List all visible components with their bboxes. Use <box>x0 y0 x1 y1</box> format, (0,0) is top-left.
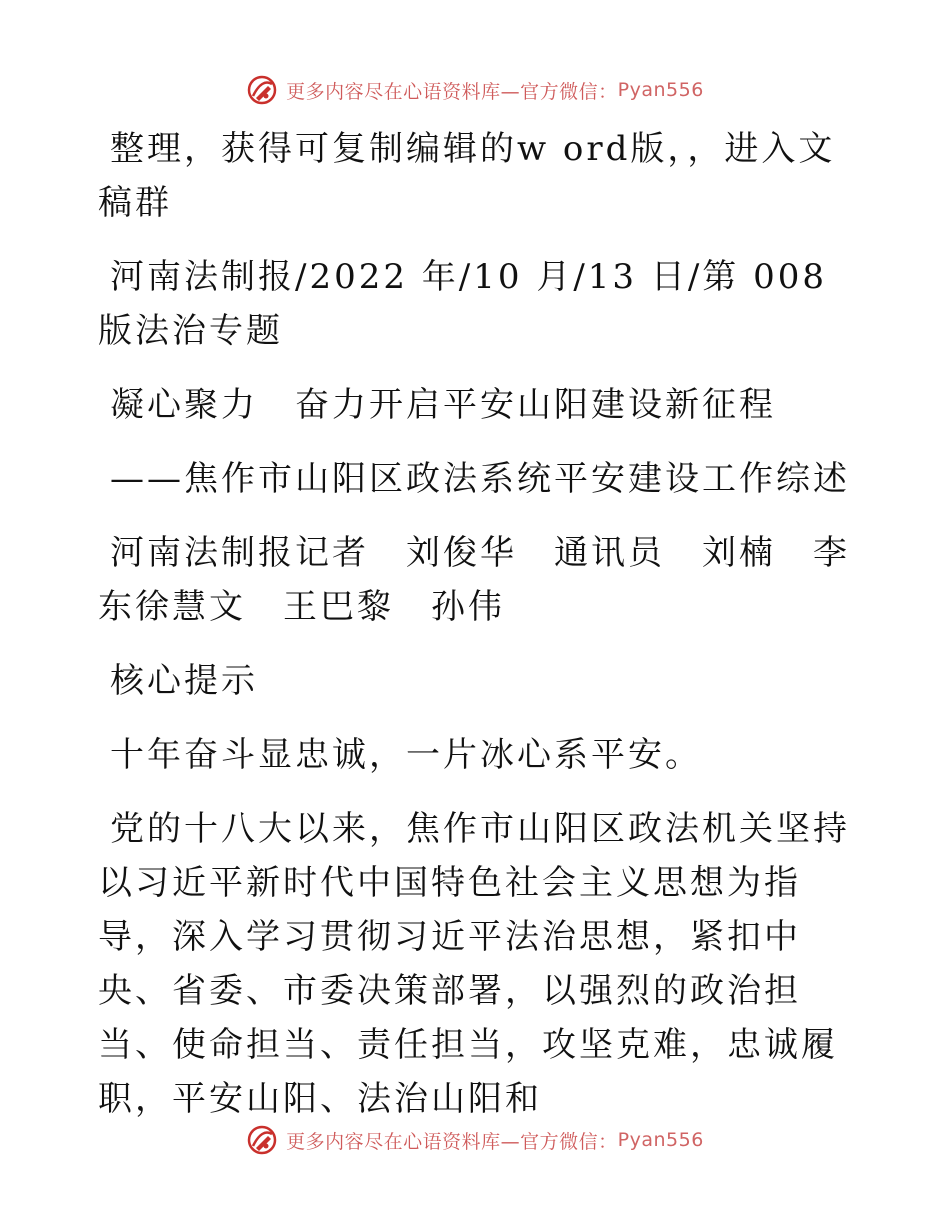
byline: 河南法制报记者 刘俊华 通讯员 刘楠 李东徐慧文 王巴黎 孙伟 <box>98 533 850 627</box>
lead-sentence: 十年奋斗显忠诚，一片冰心系平安。 <box>110 735 702 775</box>
body-paragraph: 党的十八大以来，焦作市山阳区政法机关坚持以习近平新时代中国特色社会主义思想为指导，深入学习贯彻习近平法治思想，紧扣中央、省委、市委决策部署，以强烈的政治担当、使命担当、责任担当，攻坚克难，忠诚履职，平安山阳、法治山阳和 <box>98 809 850 1119</box>
watermark-text: 更多内容尽在心语资料库—官方微信： <box>286 1130 618 1153</box>
brand-logo-icon <box>246 74 278 106</box>
watermark-header <box>0 72 950 108</box>
section-heading: 核心提示 <box>110 661 258 701</box>
watermark-wechat-id: Pyan556 <box>617 79 704 101</box>
article-subtitle: ——焦作市山阳区政法系统平安建设工作综述 <box>110 459 850 499</box>
watermark-wechat-id: Pyan556 <box>617 1129 704 1151</box>
brand-logo-icon <box>246 1124 278 1156</box>
source-line: 河南法制报/2022 年/10 月/13 日/第 008 版法治专题 <box>98 257 828 351</box>
intro-line: 整理，获得可复制编辑的w ord版，，进入文稿群 <box>98 129 836 223</box>
article-title: 凝心聚力 奋力开启平安山阳建设新征程 <box>110 385 776 425</box>
document-body <box>98 122 858 1126</box>
watermark-text: 更多内容尽在心语资料库—官方微信： <box>286 80 618 103</box>
watermark-footer <box>0 1122 950 1158</box>
